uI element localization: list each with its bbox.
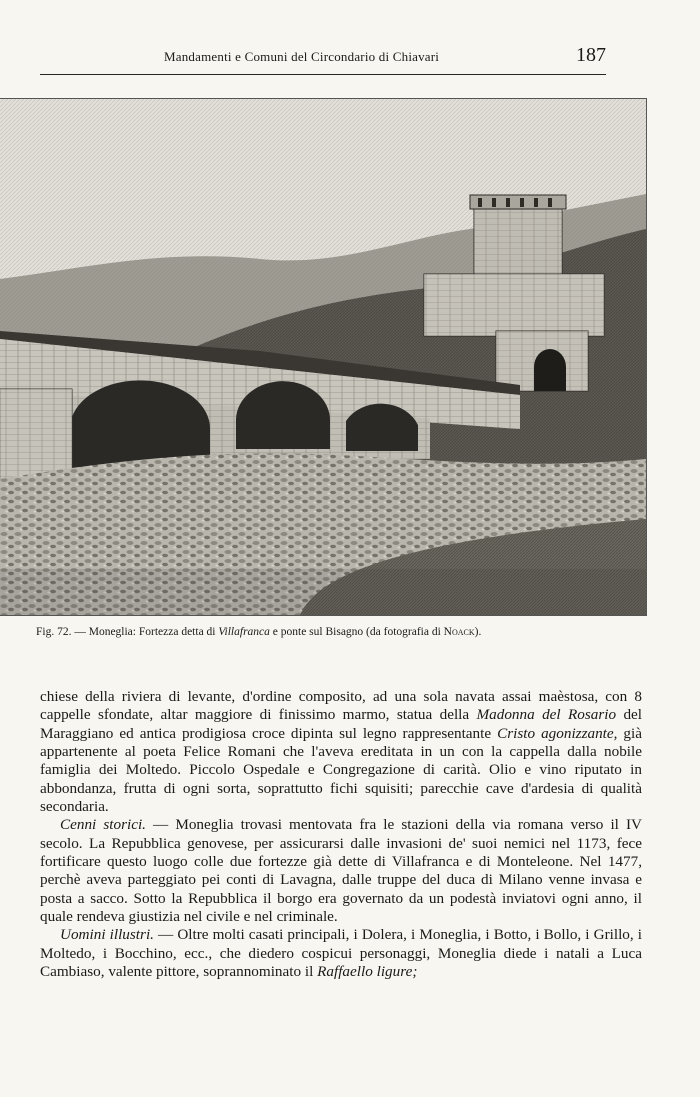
caption-credit: Noack bbox=[443, 626, 475, 638]
p1-text-b: del Maraggiano ed antica prodigiosa croce dipinta sul legno rappresentante bbox=[40, 706, 643, 742]
engraving-illustration bbox=[0, 99, 646, 615]
page-number: 187 bbox=[576, 44, 606, 66]
p3-heading: Uomini illustri. bbox=[60, 926, 154, 944]
paragraph-churches bbox=[40, 688, 642, 816]
p2-heading: Cenni storici. bbox=[60, 816, 146, 834]
p1-text-a: chiese della riviera di levante, d'ordine composito, ad una sola navata assai maèstosa, con 8 cappelle sfondate, altar maggiore di finissimo marmo, statua della bbox=[40, 688, 642, 724]
figure-caption bbox=[36, 626, 636, 638]
p1-italic-madonna: Madonna del Rosario bbox=[476, 706, 617, 724]
figure-engraving bbox=[0, 98, 647, 616]
p1-text-c: , già appartenente al poeta Felice Romani che l'aveva ereditata in un con la cappella dalla nobile famiglia dei Moltedo. Piccolo Ospedale e Congregazione di carità. Olio e vino riputato in abbondanza, frutta di ogni sorta, soprattutto fichi squisiti; parecchie cave d'ardesia di qualità secondaria. bbox=[40, 724, 642, 816]
paragraph-uomini-illustri bbox=[40, 926, 642, 981]
caption-mid: e ponte sul Bisagno (da fotografia di bbox=[269, 626, 444, 638]
p3-italic-raffaello: Raffaello ligure; bbox=[317, 963, 418, 981]
p1-italic-cristo: Cristo agonizzante bbox=[497, 724, 614, 742]
page-header bbox=[40, 44, 606, 75]
running-title: Mandamenti e Comuni del Circondario di Chiavari bbox=[164, 49, 440, 64]
body-text bbox=[40, 688, 642, 982]
caption-end: ). bbox=[474, 626, 482, 638]
caption-place: Villafranca bbox=[218, 626, 270, 638]
paragraph-cenni-storici bbox=[40, 816, 642, 926]
p2-text: — Moneglia trovasi mentovata fra le stazioni della via romana verso il IV secolo. La Repubblica genovese, per assicurarsi dalle invasioni de' suoi nemici nel 1173, fece fortificare questo luogo colle due fortezze già dette di Villafranca e di Monteleone. Nel 1477, perchè aveva parteggiato pei conti di Lavagna, dalle truppe del duca di Milano venne invasa e posta a sacco. Sotto la Repubblica il borgo era governato da un podestà inviatovi ogni anno, il quale rendeva giustizia nel civile e nel criminale. bbox=[40, 816, 642, 926]
caption-prefix: Fig. 72. — Moneglia: Fortezza detta di bbox=[36, 626, 219, 638]
p3-text: — Oltre molti casati principali, i Dolera, i Moneglia, i Botto, i Bollo, i Grillo, i Moltedo, i Bocchino, ecc., che diedero cospicui personaggi, Moneglia diede i natali a Luca Cambiaso, valente pittore, soprannominato il bbox=[40, 926, 642, 981]
